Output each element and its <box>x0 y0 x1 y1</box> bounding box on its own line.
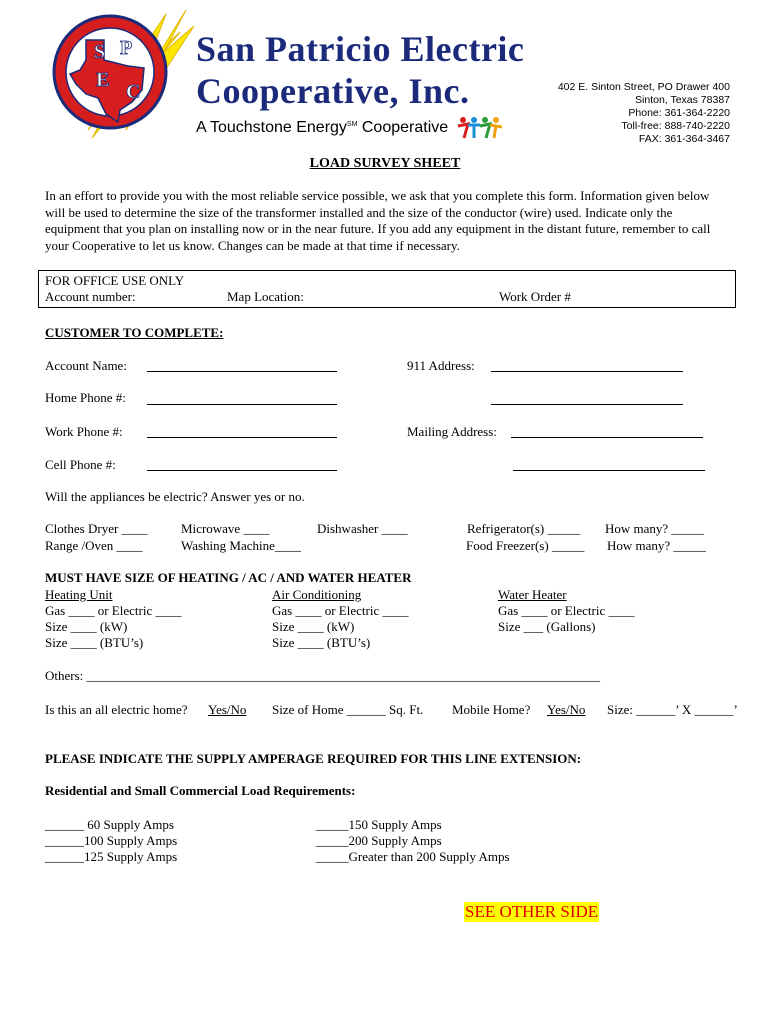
amps-60-option[interactable]: ______ 60 Supply Amps <box>45 817 174 832</box>
sizes-heading: MUST HAVE SIZE OF HEATING / AC / AND WATER HEATER <box>45 570 412 585</box>
microwave-field[interactable]: Microwave ____ <box>181 521 270 536</box>
office-account-label: Account number: <box>45 289 136 304</box>
food-freezer-field[interactable]: Food Freezer(s) _____ <box>466 538 585 553</box>
water-heater-size-field[interactable]: Size ___ (Gallons) <box>498 619 596 634</box>
refrigerator-field[interactable]: Refrigerator(s) _____ <box>467 521 580 536</box>
amperage-heading: PLEASE INDICATE THE SUPPLY AMPERAGE REQUIRED FOR THIS LINE EXTENSION: <box>45 751 582 766</box>
washing-machine-field[interactable]: Washing Machine____ <box>181 538 301 553</box>
address-fax: FAX: 361-364-3467 <box>638 133 730 145</box>
mailing-address-field-line2[interactable] <box>513 470 705 471</box>
address-tollfree: Toll-free: 888-740-2220 <box>621 120 730 132</box>
office-work-order-label: Work Order # <box>499 289 571 304</box>
page-title: LOAD SURVEY SHEET <box>309 156 461 171</box>
amps-100-option[interactable]: ______100 Supply Amps <box>45 833 178 848</box>
heating-kw-field[interactable]: Size ____ (kW) <box>45 619 128 634</box>
mobile-home-yes-no[interactable]: Yes/No <box>547 702 586 717</box>
ac-kw-field[interactable]: Size ____ (kW) <box>272 619 355 634</box>
heating-btu-field[interactable]: Size ____ (BTU’s) <box>45 635 144 650</box>
dishwasher-field[interactable]: Dishwasher ____ <box>317 521 408 536</box>
address-911-label: 911 Address: <box>407 358 475 373</box>
refrigerator-count-field[interactable]: How many? _____ <box>605 521 704 536</box>
company-name-line1: San Patricio Electric <box>196 29 525 69</box>
heating-gas-electric-field[interactable]: Gas ____ or Electric ____ <box>45 603 182 618</box>
tagline <box>196 116 502 140</box>
ac-label: Air Conditioning <box>272 587 362 602</box>
others-field[interactable]: Others: _______________________________________________________________________________ <box>45 668 601 683</box>
amps-125-option[interactable]: ______125 Supply Amps <box>45 849 178 864</box>
range-oven-field[interactable]: Range /Oven ____ <box>45 538 143 553</box>
load-requirements-heading: Residential and Small Commercial Load Requirements: <box>45 783 356 798</box>
work-phone-field[interactable] <box>147 437 337 438</box>
mailing-address-field[interactable] <box>511 437 703 438</box>
intro-paragraph: In an effort to provide you with the most reliable service possible, we ask that you complete this form. Information given below will be used to determine the size of the transformer installed and the size of the conductor (wire) used. Indicate only the equipment that you plan on installing now or in the near future. If you add any equipment in the distant future, remember to call your Cooperative to let us know. Changes can be made at that time if necessary. <box>45 188 711 253</box>
mailing-address-label: Mailing Address: <box>407 424 497 439</box>
ac-btu-field[interactable]: Size ____ (BTU’s) <box>272 635 371 650</box>
customer-heading: CUSTOMER TO COMPLETE: <box>45 325 224 340</box>
tagline-text-b: Cooperative <box>357 119 449 137</box>
amps-200-option[interactable]: _____200 Supply Amps <box>316 833 442 848</box>
address-line: Sinton, Texas 78387 <box>635 94 730 106</box>
cell-phone-field[interactable] <box>147 470 337 471</box>
address-line: 402 E. Sinton Street, PO Drawer 400 <box>557 81 730 93</box>
logo-letter-e: E <box>96 69 110 91</box>
touchstone-people-icon <box>456 116 502 140</box>
home-size-field[interactable]: Size of Home ______ Sq. Ft. <box>272 702 424 717</box>
mobile-home-label: Mobile Home? <box>452 702 531 717</box>
heating-unit-label: Heating Unit <box>45 587 113 602</box>
appliances-question: Will the appliances be electric? Answer yes or no. <box>45 489 305 504</box>
logo-letter-p: P <box>120 37 133 59</box>
tagline-sm: SM <box>346 120 358 128</box>
address-911-field[interactable] <box>491 371 683 372</box>
account-name-label: Account Name: <box>45 358 127 373</box>
home-phone-label: Home Phone #: <box>45 390 126 405</box>
address-911-field-line2[interactable] <box>491 404 683 405</box>
freezer-count-field[interactable]: How many? _____ <box>607 538 706 553</box>
company-name <box>196 28 524 112</box>
mobile-home-size-field[interactable]: Size: ______’ X ______’ <box>607 702 738 717</box>
office-use-box <box>38 270 736 308</box>
logo-letter-s: S <box>94 41 106 63</box>
all-electric-label: Is this an all electric home? <box>45 702 188 717</box>
amps-over-200-option[interactable]: _____Greater than 200 Supply Amps <box>316 849 510 864</box>
company-name-line2: Cooperative, Inc. <box>196 71 470 111</box>
logo-letter-c: C <box>126 81 141 103</box>
address-phone: Phone: 361-364-2220 <box>628 107 730 119</box>
company-address <box>558 81 730 146</box>
water-heater-label: Water Heater <box>498 587 567 602</box>
work-phone-label: Work Phone #: <box>45 424 123 439</box>
account-name-field[interactable] <box>147 371 337 372</box>
home-phone-field[interactable] <box>147 404 337 405</box>
see-other-side-note: SEE OTHER SIDE <box>465 902 599 921</box>
amps-150-option[interactable]: _____150 Supply Amps <box>316 817 442 832</box>
ac-gas-electric-field[interactable]: Gas ____ or Electric ____ <box>272 603 409 618</box>
office-heading: FOR OFFICE USE ONLY <box>45 273 185 288</box>
tagline-text-a: A Touchstone Energy <box>196 119 347 137</box>
water-heater-gas-electric-field[interactable]: Gas ____ or Electric ____ <box>498 603 635 618</box>
spec-logo <box>48 10 196 138</box>
all-electric-yes-no[interactable]: Yes/No <box>208 702 247 717</box>
clothes-dryer-field[interactable]: Clothes Dryer ____ <box>45 521 148 536</box>
office-map-label: Map Location: <box>227 289 304 304</box>
cell-phone-label: Cell Phone #: <box>45 457 116 472</box>
